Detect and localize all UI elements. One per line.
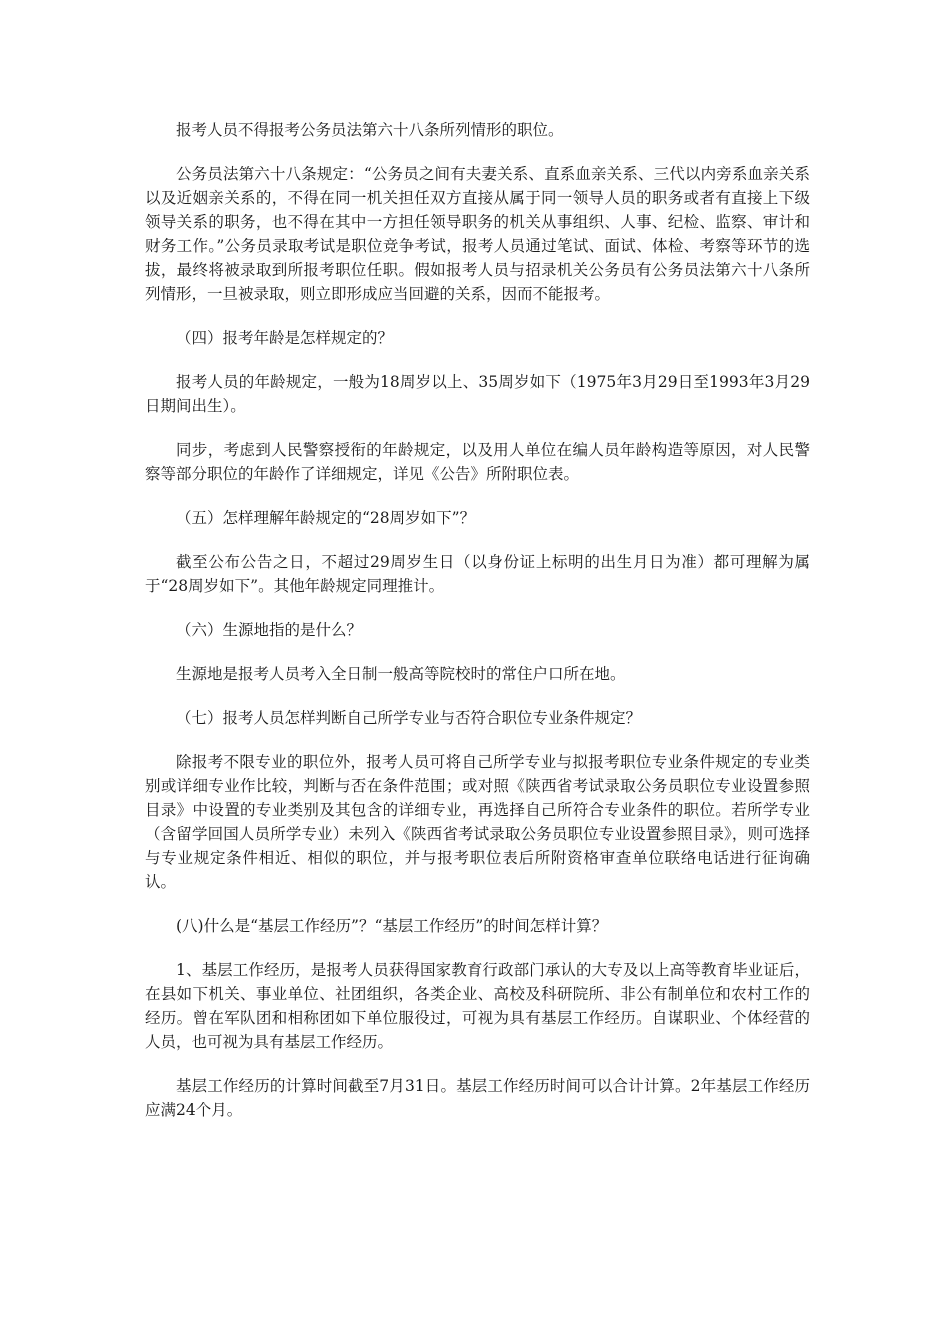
paragraph-grassroots-time: 基层工作经历的计算时间截至7月31日。基层工作经历时间可以合计计算。2年基层工作经历应满24个月。 [145,1077,810,1119]
paragraph-age-28-explained: 截至公布公告之日，不超过29周岁生日（以身份证上标明的出生月日为准）都可理解为属于“28周岁如下”。其他年龄规定同理推计。 [145,553,810,595]
paragraph-origin-place: 生源地是报考人员考入全日制一般高等院校时的常住户口所在地。 [176,665,626,683]
heading-age-rules: （四）报考年龄是怎样规定的？ [176,329,394,347]
paragraph-grassroots-definition: 1、基层工作经历，是报考人员获得国家教育行政部门承认的大专及以上高等教育毕业证后，在县如下机关、事业单位、社团组织，各类企业、高校及科研院所、非公有制单位和农村工作的经历。曾在军队团和相称团如下单位服役过，可视为具有基层工作经历。自谋职业、个体经营的人员，也可视为具有基层工作经历。 [145,961,810,1051]
document-page [145,118,810,1142]
paragraph-police-age: 同步，考虑到人民警察授衔的年龄规定，以及用人单位在编人员年龄构造等原因，对人民警察等部分职位的年龄作了详细规定，详见《公告》所附职位表。 [145,441,810,483]
heading-origin-place: （六）生源地指的是什么？ [176,621,363,639]
heading-age-28: （五）怎样理解年龄规定的“28周岁如下”？ [176,509,476,527]
paragraph-age-range: 报考人员的年龄规定，一般为18周岁以上、35周岁如下（1975年3月29日至1993年3月29日期间出生）。 [145,373,810,415]
paragraph-ineligible-positions: 报考人员不得报考公务员法第六十八条所列情形的职位。 [176,121,564,139]
heading-grassroots-experience: (八)什么是“基层工作经历”？“基层工作经历”的时间怎样计算？ [176,917,608,935]
heading-major-match: （七）报考人员怎样判断自己所学专业与否符合职位专业条件规定？ [176,709,642,727]
paragraph-article-68: 公务员法第六十八条规定：“公务员之间有夫妻关系、直系血亲关系、三代以内旁系血亲关系以及近姻亲关系的，不得在同一机关担任双方直接从属于同一领导人员的职务或者有直接上下级领导关系的职务，也不得在其中一方担任领导职务的机关从事组织、人事、纪检、监察、审计和财务工作。”公务员录取考试是职位竞争考试，报考人员通过笔试、面试、体检、考察等环节的选拔，最终将被录取到所报考职位任职。假如报考人员与招录机关公务员有公务员法第六十八条所列情形，一旦被录取，则立即形成应当回避的关系，因而不能报考。 [145,165,810,303]
paragraph-major-match: 除报考不限专业的职位外，报考人员可将自己所学专业与拟报考职位专业条件规定的专业类别或详细专业作比较，判断与否在条件范围；或对照《陕西省考试录取公务员职位专业设置参照目录》中设置的专业类别及其包含的详细专业，再选择自己所符合专业条件的职位。若所学专业（含留学回国人员所学专业）未列入《陕西省考试录取公务员职位专业设置参照目录》，则可选择与专业规定条件相近、相似的职位，并与报考职位表后所附资格审查单位联络电话进行征询确认。 [145,753,810,891]
